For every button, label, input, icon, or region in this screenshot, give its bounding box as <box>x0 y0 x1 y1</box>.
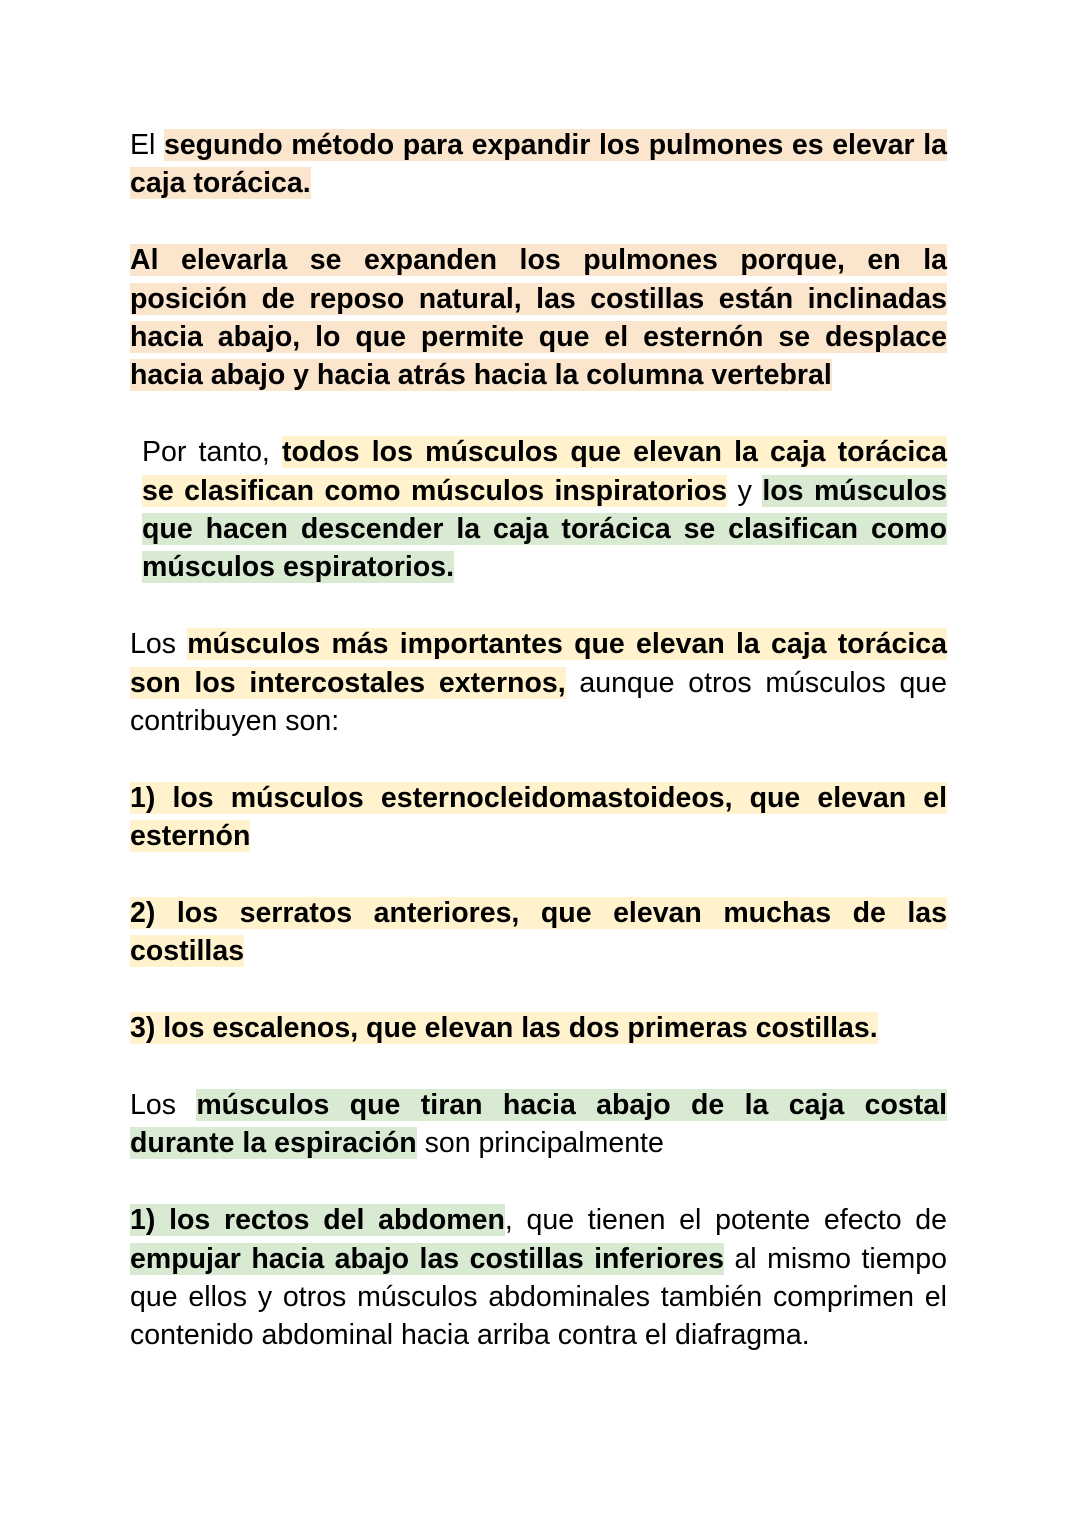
highlight-peach: segundo método para expandir los pulmones es elevar la caja torácica. <box>130 129 947 200</box>
text-run: Los <box>130 628 188 661</box>
highlight-yellow: 2) los serratos anteriores, que elevan muchas de las costillas <box>130 897 947 968</box>
text-run: y <box>727 474 763 507</box>
paragraph-muscle-classification <box>130 433 947 587</box>
paragraph-expiratory-muscles <box>130 1086 947 1163</box>
paragraph-important-muscles <box>130 625 947 740</box>
highlight-green: los músculos que hacen descender la caja torácica se clasifican como músculos espiratorios. <box>142 474 947 584</box>
highlight-green: 1) los rectos del abdomen <box>130 1204 505 1237</box>
list-item-1-rectus-abdominis <box>130 1201 947 1355</box>
paragraph-second-method <box>130 126 947 203</box>
text-run: son principalmente <box>416 1127 664 1160</box>
text-run: al mismo tiempo que ellos y otros músculos abdominales también comprimen el contenido abdominal hacia arriba contra el diafragma. <box>130 1242 947 1352</box>
document-page <box>130 126 947 1393</box>
list-item-3-scalenes <box>130 1009 947 1047</box>
text-run: El <box>130 129 164 161</box>
paragraph-elevation-explanation <box>130 241 947 395</box>
highlight-green: empujar hacia abajo las costillas inferiores <box>130 1242 724 1275</box>
highlight-green: músculos que tiran hacia abajo de la caja costal durante la espiración <box>130 1089 947 1160</box>
highlight-yellow: 1) los músculos esternocleidomastoideos, que elevan el esternón <box>130 781 947 853</box>
highlight-yellow: todos los músculos que elevan la caja torácica se clasifican como músculos inspiratorios <box>142 436 947 507</box>
text-run: aunque otros músculos que contribuyen son: <box>130 666 948 738</box>
list-item-1-sternocleidomastoid <box>130 779 947 856</box>
text-run: Los <box>130 1089 197 1122</box>
list-item-2-serratus <box>130 894 947 971</box>
highlight-peach: Al elevarla se expanden los pulmones porque, en la posición de reposo natural, las costillas están inclinadas hacia abajo, lo que permite que el esternón se desplace hacia abajo y hacia atrás hacia la columna vertebral <box>130 244 947 392</box>
text-run: Por tanto, <box>142 436 283 469</box>
text-run: , que tienen el potente efecto de <box>504 1204 947 1237</box>
highlight-yellow: músculos más importantes que elevan la caja torácica son los intercostales externos, <box>130 628 948 699</box>
highlight-yellow: 3) los escalenos, que elevan las dos primeras costillas. <box>130 1012 878 1045</box>
